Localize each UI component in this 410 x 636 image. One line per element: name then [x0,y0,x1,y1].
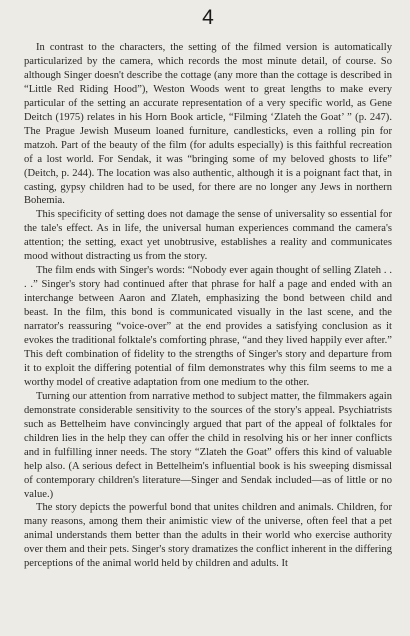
paragraph-universality: This specificity of setting does not damage the sense of universality so essential for the tale's effect. As in life, the universal human experiences command the camera's attention; the setting, exact yet unobtrusive, establishes a reality and communicates mood without distracting us from the story. [24,209,392,263]
paragraph-subject-matter: Turning our attention from narrative method to subject matter, the filmmakers again demonstrate considerable sensitivity to the sources of the story's appeal. Psychiatrists such as Bettelheim have convincingly argued that part of the appeal of folktales for children lies in the help they can offer the child in resolving his or her inner conflicts and in fulfilling inner needs. The story “Zlateh the Goat” offers this kind of valuable help also. (A serious defect in Bettelheim's influential book is his sweeping dismissal of contemporary children's literature—Singer and Sendak included—as of little or no value.) [24,390,392,500]
paragraph-setting: In contrast to the characters, the setting of the filmed version is automatically particularized by the camera, which records the most minute detail, of course. So although Singer doesn't describe the cottage (any more than the cottage is described in “Little Red Riding Hood”), Weston Woods went to great lengths to make every particular of the setting an accurate representation of a very specific world, as Gene Deitch (1975) relates in his Horn Book article, “Filming ‘Zlateh the Goat’ ” (p. 247). The Prague Jewish Museum loaned furniture, candlesticks, even a rolling pin for matzoh. Part of the beauty of the film (for adults especially) is this faithful recreation of a lost world. For Sendak, it was “bringing some of my beloved ghosts to life” (Deitch, p. 244). The location was also authentic, although it is a poignant fact that, in casting, gypsy children had to be used, for there are no longer any Jews in northern Bohemia. [24,42,392,207]
paragraph-film-ending: The film ends with Singer's words: “Nobody ever again thought of selling Zlateh . . . .” Singer's story had continued after that phrase for half a page and ended with an interchange between Aaron and Zlateh, emphasizing the bond between child and beast. In the film, this bond is communicated visually in the last scene, and the narrator's reassuring “voice-over” at the end provides a satisfying conclusion as it evokes the traditional folktale's comforting phrase, “and they lived happily ever after.” This deft combination of fidelity to the strengths of Singer's story and departure from it to exploit the differing potential of film demonstrates why this film seems to me a worthy model of creative adaptation from one medium to the other. [24,265,392,388]
paragraph-children-animals: The story depicts the powerful bond that unites children and animals. Children, for many reasons, among them their animistic view of the universe, often feel that a pet animal understands them better than the adults in their world who exercise authority over them and their pets. Singer's story dramatizes the conflict inherent in the differing perceptions of the animal world held by children and adults. It [24,502,392,570]
page-number: 4 [202,6,214,29]
